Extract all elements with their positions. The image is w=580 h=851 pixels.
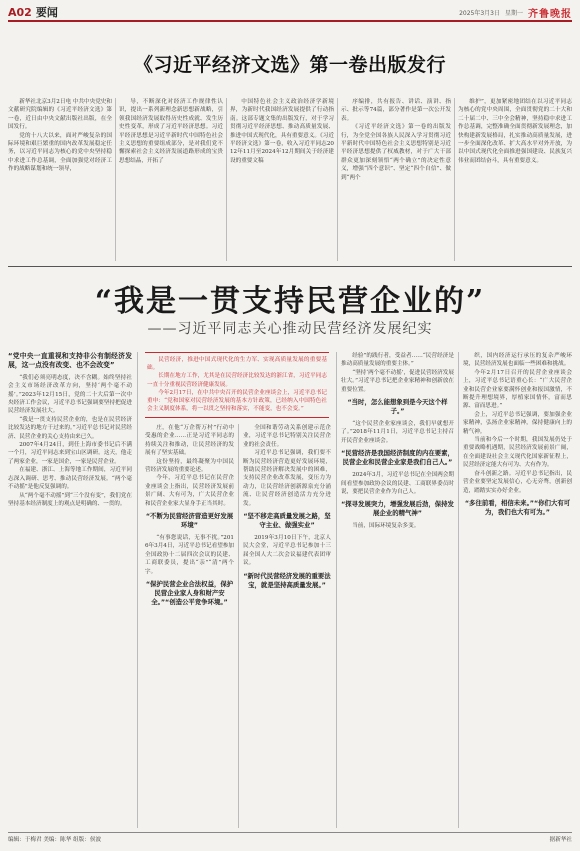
article1-column-1 <box>8 98 112 261</box>
section-subhead: “多往前看，相信未来。”“你们大有可为，我们也大有可为。” <box>464 498 571 516</box>
page-header <box>8 4 572 22</box>
section-subhead: “不断为民营经济营造更好发展环境” <box>145 512 234 530</box>
section-subhead: “坚不移走高质量发展之路，坚守主业、做强实业” <box>243 512 331 530</box>
paragraph: “我是一贯支持民营企业的，也是在民营经济比较发达的地方干过来的。”习近平总书记对民营经济、民营企业的关心支持由来已久。 <box>8 416 132 440</box>
paragraph: 当前和今后一个时期，我国发展仍处于重要战略机遇期，民营经济发展前景广阔，在全面建设社会主义现代化国家新征程上，民营经济定能大有可为、大有作为。 <box>463 437 572 469</box>
paragraph: 今年2月17日召开的民营企业座谈会上，习近平总书记语重心长：“广大民营企业和民营企业家要满怀创业和报国激情，不断提升理想境界，厚植家国情怀，富而思源、富而思进。” <box>463 369 572 410</box>
section-subhead: “民营经济是我国经济制度的内在要素，民营企业和民营企业家是我们自己人。” <box>341 449 454 467</box>
section-name: 要闻 <box>35 6 58 19</box>
paragraph: 2019年3月10日下午，北京人民大会堂，习近平总书记参加十三届全国人大二次会议福建代表团审议。 <box>243 535 331 567</box>
paragraph: 导，不断深化对经济工作规律性认识，提出一系列新理念新思想新战略，引领我国经济发展取得历史性成就、发生历史性变革，形成了习近平经济思想。习近平经济思想是习近平新时代中国特色社会主义思想的重要组成部分，是对我们党不懈探索社会主义经济发展道路形成的宝贵思想结晶，开拓了 <box>119 99 223 164</box>
paragraph: “有事您说话，无事不扰。”2016年3月4日，习近平总书记看望参加全国政协十二届四次会议的民建、工商联委员，提出“亲”“清”两个字。 <box>145 535 234 575</box>
paragraph: 全国和谐劳动关系创建示范企业，习近平总书记特别关注民营企业的社会责任。 <box>243 425 331 448</box>
article2-headline: “我是一贯支持民营企业的” <box>94 284 486 319</box>
paragraph: “这个民营企业家座谈会，我们早就想开了。”2018年11月1日，习近平总书记主持召开民营企业座谈会。 <box>341 421 454 444</box>
article1-column-2 <box>119 98 223 261</box>
article1-column-4 <box>341 98 451 261</box>
paragraph: 庄，在他“万企帮万村”行动中受惠的企业……正是习近平同志的持续关注和推动，让民营经济的发展有了坚实基础。 <box>145 425 234 457</box>
section-subhead: “探寻发展突力，增强发展后劲，保持发展企业的精气神” <box>341 500 454 518</box>
paragraph: 今年2月17日，在中共中央召开的民营企业座谈会上，习近平总书记重申：“党和国家对民营经济发展的基本方针政策，已经纳入中国特色社会主义制度体系，将一以贯之坚持和落实，不能变，也不会变。” <box>147 389 327 413</box>
page-number: A02 <box>8 5 32 19</box>
newspaper-logo: 齐鲁晚报 <box>528 8 572 20</box>
article1-column-3 <box>230 98 334 261</box>
article2-column-5 <box>463 352 572 828</box>
editor-credits: 编辑：于梅君 美编：陈华 组版：侯波 <box>8 837 102 843</box>
paragraph: 2007年4月24日，到任上海市委书记后不满一个月，习近平同志来到宝山区调研。这天，他走了两家企业，一家是国企，一家是民营企业。 <box>8 442 132 465</box>
section-subhead: “新时代民营经济发展的重要法宝，就是坚持高质量发展。” <box>243 571 331 589</box>
paragraph: 长期在地方工作，尤其是在民营经济比较发达的浙江省，习近平同志一直十分重视民营经济健康发展。 <box>147 373 327 388</box>
header-meta <box>459 5 572 20</box>
issue-weekday: 星期一 <box>504 9 523 17</box>
paragraph: 《习近平经济文选》第一卷的出版发行，为全党全国各族人民深入学习贯彻习近平新时代中国特色社会主义思想特别是习近平经济思想提供了权威教材，对于广大干部群众更加深刻领悟“两个确立”的决定性意义，增强“四个意识”、坚定“四个自信”、做到“两个 <box>341 124 451 181</box>
paragraph: 经验”的践行者，受益者……“民营经济是推动高质量发展的重要主体。” <box>341 353 454 368</box>
paragraph: 从“两个毫不动摇”到“三个没有变”，我们党在坚持基本经济制度上的观点是明确的、一贯的。 <box>8 492 132 507</box>
paragraph: “我们必须亮明态度，决不含糊。始终坚持社会主义市场经济改革方向，坚持‘两个毫不动摇’。”2023年12月15日，党的二十大后第一次中央经济工作会议，习近平总书记强调要坚持把促进民营经济发展壮大。 <box>8 374 132 415</box>
paragraph: 维护”，更加紧密地团结在以习近平同志为核心的党中央周围，全面贯彻党的二十大和二十届二中、三中全会精神，坚持稳中求进工作总基调，完整准确全面贯彻新发展理念，加快构建新发展格局，扎实推动高质量发展，进一步全面深化改革、扩大高水平对外开放，为以中国式现代化全面推进强国建设、民族复兴伟业而团结奋斗，具有重要意义。 <box>458 99 572 164</box>
article2-column-4 <box>341 352 454 828</box>
article2-column-1 <box>8 352 132 828</box>
paragraph: 奋斗创新之路。习近平总书记指出，民营企业要坚定发展信心，心无旁骛，创新创造，踏踏实实办好企业。 <box>463 470 572 494</box>
article1-headline: 《习近平经济文选》第一卷出版发行 <box>133 54 446 76</box>
article2-column-3 <box>243 424 331 828</box>
article1-column-5 <box>458 98 572 261</box>
paragraph: 会上，习近平总书记强调，要加强企业家精神，弘扬企业家精神，保持健康向上的精气神。 <box>463 411 572 435</box>
paragraph: 新华社北京3月2日电 中共中央党史和文献研究院编辑的《习近平经济文选》第一卷，近日由中央文献出版社出版，在全国发行。 <box>8 99 112 131</box>
paragraph: 织，国内经济运行承压的复杂严峻环境，民营经济发展也面临一些困难和挑战。 <box>463 353 572 368</box>
page-footer <box>8 832 572 845</box>
paragraph: 今年，习近平总书记在民营企业座谈会上指出，民营经济发展前景广阔、大有可为，广大民营企业和民营企业家大显身手正当其时。 <box>145 475 234 507</box>
article2-subheadline: ——习近平同志关心推动民营经济发展纪实 <box>147 321 433 337</box>
section-subhead: “党中央一直重视和支持非公有制经济发展，这一点没有改变、也不会改变” <box>8 352 132 370</box>
issue-date: 2025年3月3日 <box>459 9 500 17</box>
section-subhead: “保护民营企业合法权益，保护民营企业家人身和财产安全。”“创造公平竞争环境。” <box>145 580 234 607</box>
paragraph: 在福建、浙江、上海等地工作期间，习近平同志深入调研、思考、推动民营经济发展。“两个毫不动摇”是他反复强调的。 <box>8 467 132 491</box>
paragraph: “坚持‘两个毫不动摇’，促进民营经济发展壮大。”习近平总书记把企业家精神和创新放在重要位置。 <box>341 369 454 393</box>
paragraph: 当前，国际环境复杂多变。 <box>352 523 420 530</box>
paragraph: 这份坚持，最终凝聚为中国民营经济发展的重要论述。 <box>145 458 234 474</box>
paragraph: 党的十八大以来，面对严峻复杂的国际环境和艰巨繁重的国内改革发展稳定任务，以习近平同志为核心的党中央坚持稳中求进工作总基调，全面加强党对经济工作的战略谋划和统一领导， <box>8 132 112 173</box>
article2-highlight-box <box>145 352 329 418</box>
news-source: 据新华社 <box>549 837 572 843</box>
paragraph: 民营经济，推进中国式现代化的生力军、实现高质量发展的重要基础。 <box>147 357 327 372</box>
section-subhead: “当时，怎么能想象到是今天这个样子。” <box>347 398 448 416</box>
paragraph: 序编排，共有报告、讲话、演讲、指示、批示等74篇，部分著作是第一次公开发表。 <box>341 99 451 122</box>
article2-column-2 <box>145 424 234 828</box>
paragraph: 中国特色社会主义政治经济学新境界，为新时代我国经济发展提供了行动指南。这部专题文集的出版发行，对于学习贯彻习近平经济思想、推动高质量发展、推进中国式现代化，具有重要意义。《习近平经济文选》第一卷，收入习近平同志2012年11月至2024年12月期间关于经济建设的重要文稿 <box>230 99 334 164</box>
paragraph: 2024年3月，习近平总书记在全国两会期间看望参加政协会议的民建、工商联界委员时说，要把民营企业作为自己人。 <box>341 472 454 496</box>
paragraph: 习近平总书记强调，我们要不断为民营经济营造更好发展环境，帮助民营经济解决发展中的困难，支持民营企业改革发展，变压力为动力，让民营经济创新源泉充分涌流、让民营经济创造活力充分迸发。 <box>243 450 331 507</box>
